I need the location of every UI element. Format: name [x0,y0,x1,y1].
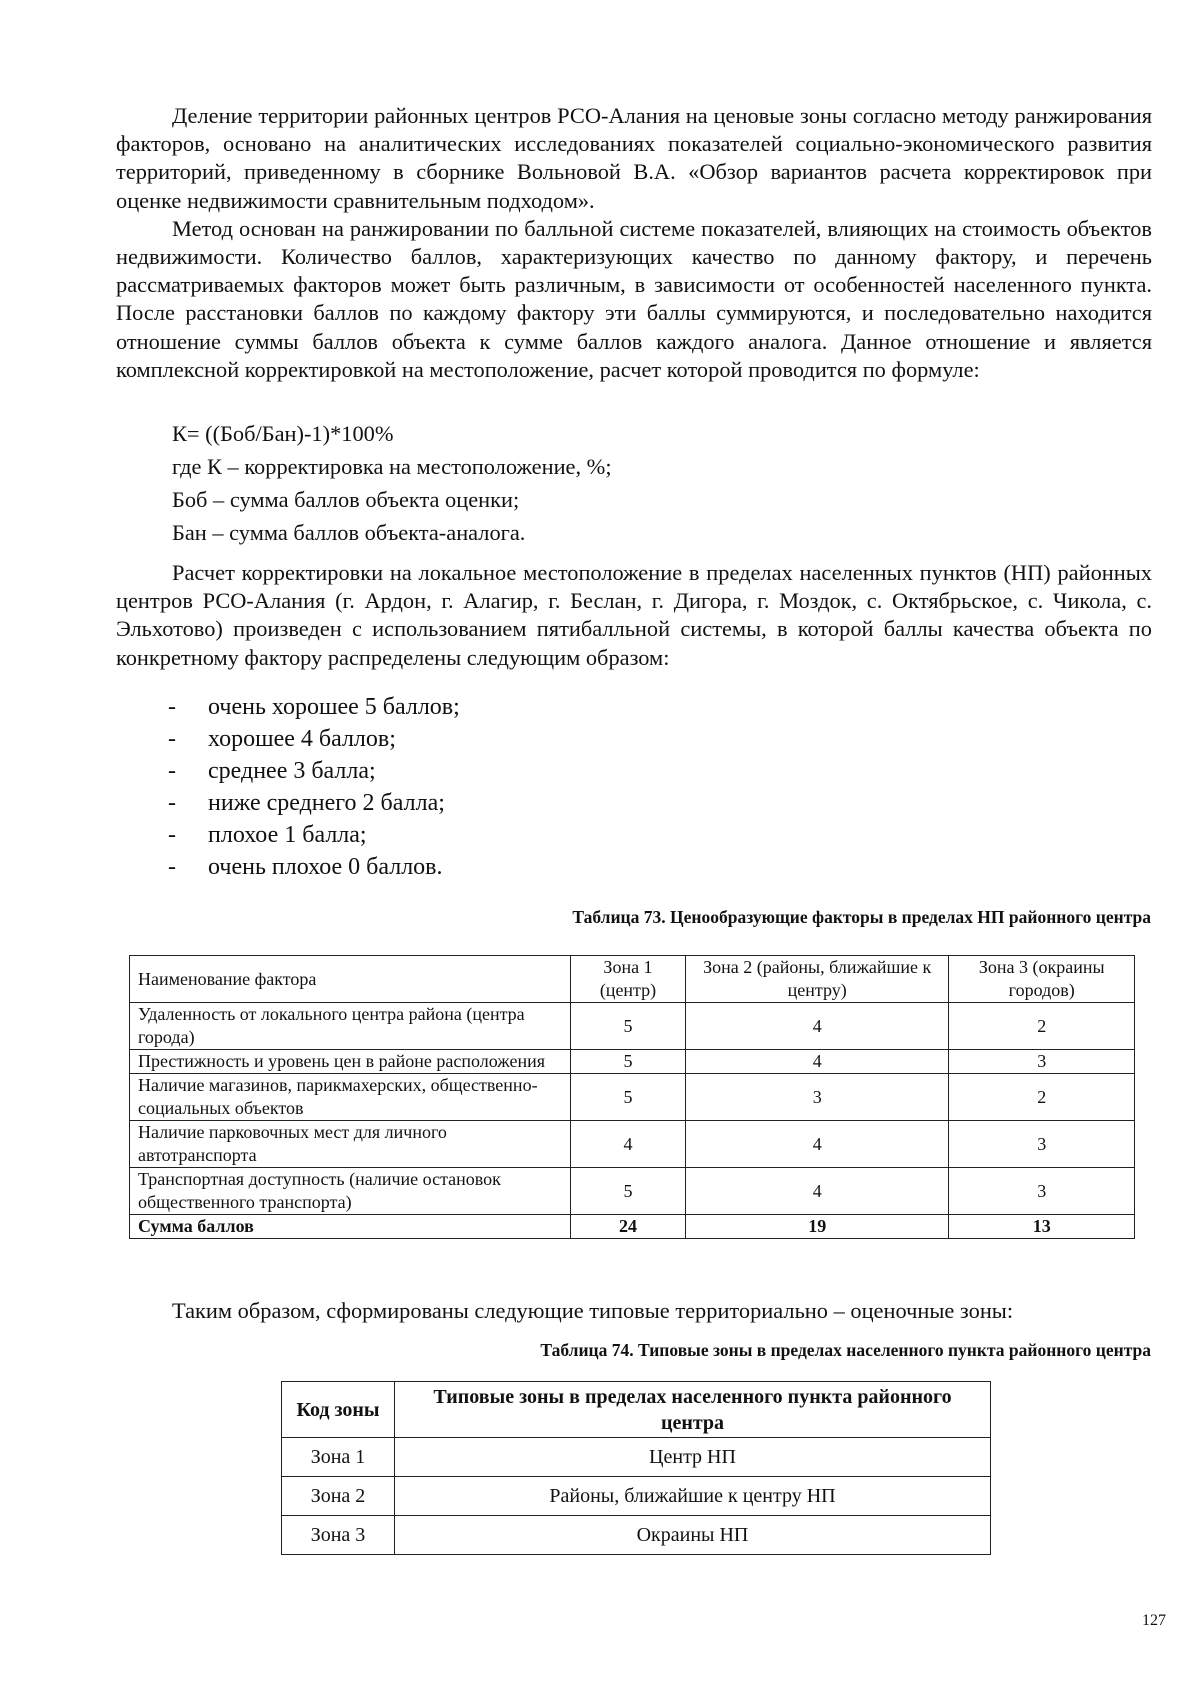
table-header-row [130,956,1135,1003]
list-item: - хорошее 4 баллов; [168,726,396,752]
header-zone1: Зона 1 (центр) [571,956,686,1003]
list-item: - очень плохое 0 баллов. [168,854,443,880]
table-row: Наличие магазинов, парикмахерских, общественно-социальных объектов 5 3 2 [130,1074,1135,1121]
formula-bob: Боб – сумма баллов объекта оценки; [172,487,520,512]
table-row: Наличие парковочных мест для личного автотранспорта 4 4 3 [130,1121,1135,1168]
list-item: - плохое 1 балла; [168,822,367,848]
table-row: Удаленность от локального центра района (центра города) 5 4 2 [130,1003,1135,1050]
header-zone3: Зона 3 (окраины городов) [949,956,1135,1003]
paragraph-3: Расчет корректировки на локальное местоположение в пределах населенных пунктов (НП) районных центров РСО-Алания (г. Ардон, г. Алагир, г. Беслан, г. Дигора, г. Моздок, с. Октябрьское, с. Чикола, с. Эльхотово) произведен с использованием пятибалльной системы, в которой баллы качества объекта по конкретному фактору распределены следующим образом: [116,560,1152,670]
table74-caption: Таблица 74. Типовые зоны в пределах населенного пункта районного центра [540,1340,1151,1360]
header-zone-code: Код зоны [282,1382,395,1438]
table-row: Транспортная доступность (наличие остановок общественного транспорта) 5 4 3 [130,1168,1135,1215]
formula-expression: К= ((Боб/Бан)-1)*100% [172,421,394,446]
table-total-row: Сумма баллов 24 19 13 [130,1215,1135,1239]
header-zone-type: Типовые зоны в пределах населенного пункта районного центра [395,1382,991,1438]
text-block-intro [116,102,1152,384]
header-factor: Наименование фактора [130,956,571,1003]
table-row: Зона 1 Центр НП [282,1438,991,1477]
formula-where: где К – корректировка на местоположение, %; [172,454,612,479]
text-block-local [116,559,1152,672]
table-row: Зона 2 Районы, ближайшие к центру НП [282,1477,991,1516]
paragraph-1: Деление территории районных центров РСО-Алания на ценовые зоны согласно методу ранжирования факторов, основано на аналитических исследованиях показателей социально-экономического развития территорий, приведенному в сборнике Вольновой В.А. «Обзор вариантов расчета корректировок при оценке недвижимости сравнительным подходом». [116,103,1152,213]
formula-block [172,417,612,549]
factors-table [129,955,1135,1239]
list-item: - среднее 3 балла; [168,758,376,784]
formula-ban: Бан – сумма баллов объекта-аналога. [172,520,526,545]
score-list [168,691,460,883]
page-number: 127 [1142,1612,1166,1629]
table-header-row [282,1382,991,1438]
zones-table [281,1381,991,1555]
table73-caption: Таблица 73. Ценообразующие факторы в пределах НП районного центра [572,907,1151,927]
table-row: Престижность и уровень цен в районе расположения 5 4 3 [130,1050,1135,1074]
table-row: Зона 3 Окраины НП [282,1516,991,1555]
list-item: - ниже среднего 2 балла; [168,790,445,816]
paragraph-2: Метод основан на ранжировании по балльной системе показателей, влияющих на стоимость объектов недвижимости. Количество баллов, характеризующих качество по данному фактору, и перечень рассматриваемых факторов может быть различным, в зависимости от особенностей населенного пункта. После расстановки баллов по каждому фактору эти баллы суммируются, и последовательно находится отношение суммы баллов объекта к сумме баллов каждого аналога. Данное отношение и является комплексной корректировкой на местоположение, расчет которой проводится по формуле: [116,215,1152,382]
list-item: - очень хорошее 5 баллов; [168,694,460,720]
header-zone2: Зона 2 (районы, ближайшие к центру) [685,956,948,1003]
zones-intro: Таким образом, сформированы следующие типовые территориально – оценочные зоны: [172,1298,1014,1323]
